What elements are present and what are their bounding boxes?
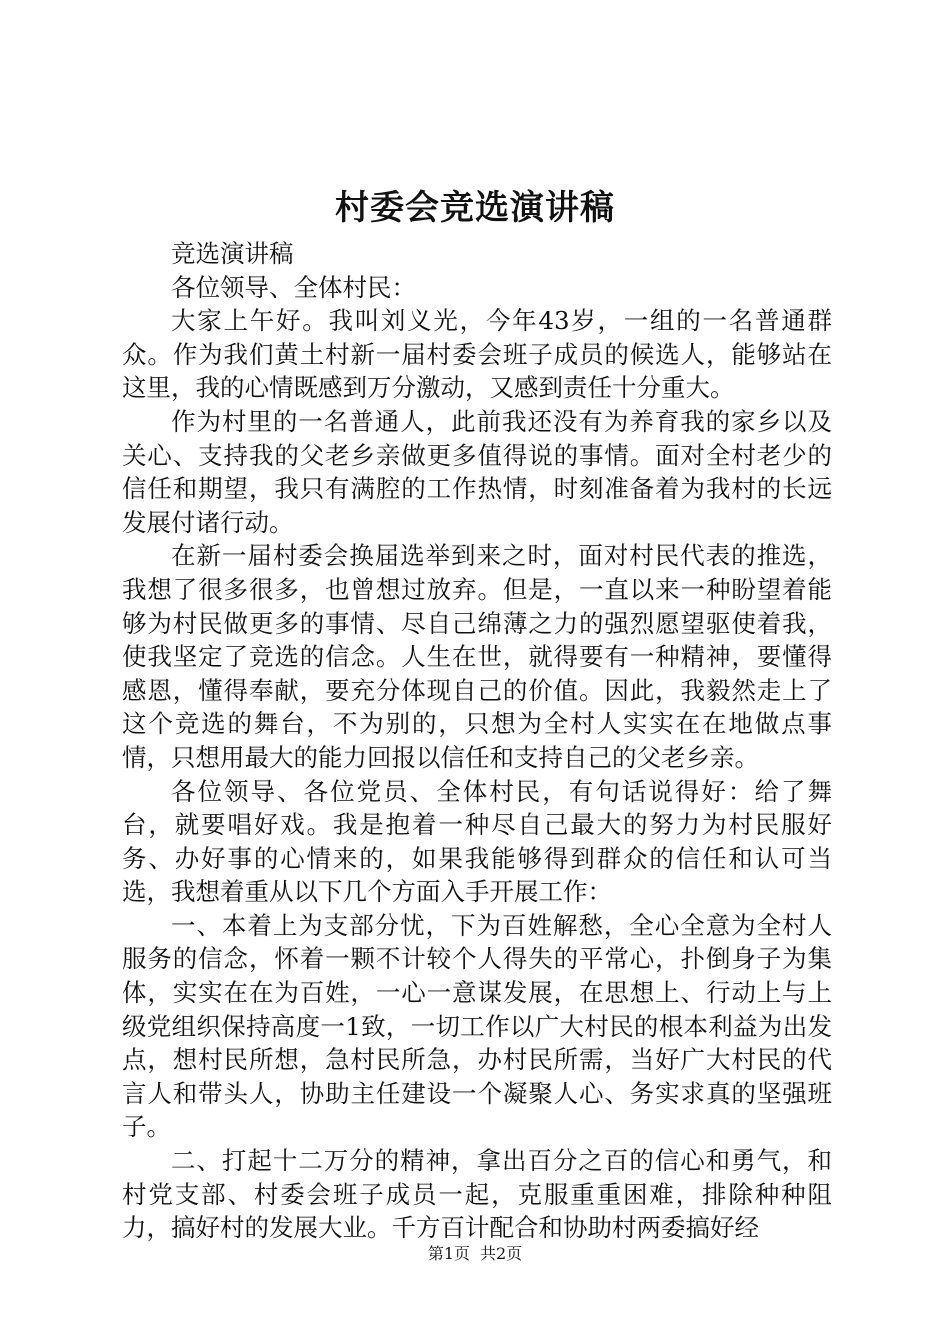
paragraph: 二、打起十二万分的精神，拿出百分之百的信心和勇气，和村党支部、村委会班子成员一起，克服重重困难，排除种种阻力，搞好村的发展大业。千方百计配合和协助村两委搞好经 (122, 1146, 832, 1243)
page-number: 第1页 (427, 1244, 470, 1263)
paragraph-salutation: 各位领导、全体村民： (171, 272, 416, 302)
paragraph: 作为村里的一名普通人，此前我还没有为养育我的家乡以及关心、支持我的父老乡亲做更多值得说的事情。面对全村老少的信任和期望，我只有满腔的工作热情，时刻准备着为我村的长远发展付诸行动。 (122, 406, 832, 537)
paragraph-subtitle: 竞选演讲稿 (171, 239, 294, 268)
page-total: 共2页 (480, 1244, 523, 1263)
page-footer (0, 1244, 950, 1264)
document-body (122, 237, 832, 1245)
paragraph: 一、本着上为支部分忧，下为百姓解愁，全心全意为全村人服务的信念，怀着一颗不计较个人得失的平常心，扑倒身子为集体，实实在在为百姓，一心一意谋发展，在思想上、行动上与上级党组织保持高度一1致，一切工作以广大村民的根本利益为出发点，想村民所想，急村民所急，办村民所需，当好广大村民的代言人和带头人，协助主任建设一个凝聚人心、务实求真的坚强班子。 (122, 910, 832, 1142)
paragraph: 大家上午好。我叫刘义光，今年43岁，一组的一名普通群众。作为我们黄土村新一届村委会班子成员的候选人，能够站在这里，我的心情既感到万分激动，又感到责任十分重大。 (122, 306, 832, 403)
document-title: 村委会竞选演讲稿 (335, 188, 615, 228)
paragraph: 在新一届村委会换届选举到来之时，面对村民代表的推选，我想了很多很多，也曾想过放弃。但是，一直以来一种盼望着能够为村民做更多的事情、尽自己绵薄之力的强烈愿望驱使着我，使我坚定了竞选的信念。人生在世，就得要有一种精神，要懂得感恩，懂得奉献，要充分体现自己的价值。因此，我毅然走上了这个竞选的舞台，不为别的，只想为全村人实实在在地做点事情，只想用最大的能力回报以信任和支持自己的父老乡亲。 (122, 541, 832, 772)
paragraph: 各位领导、各位党员、全体村民，有句话说得好：给了舞台，就要唱好戏。我是抱着一种尽自己最大的努力为村民服好务、办好事的心情来的，如果我能够得到群众的信任和认可当选，我想着重从以下几个方面入手开展工作： (122, 776, 832, 907)
